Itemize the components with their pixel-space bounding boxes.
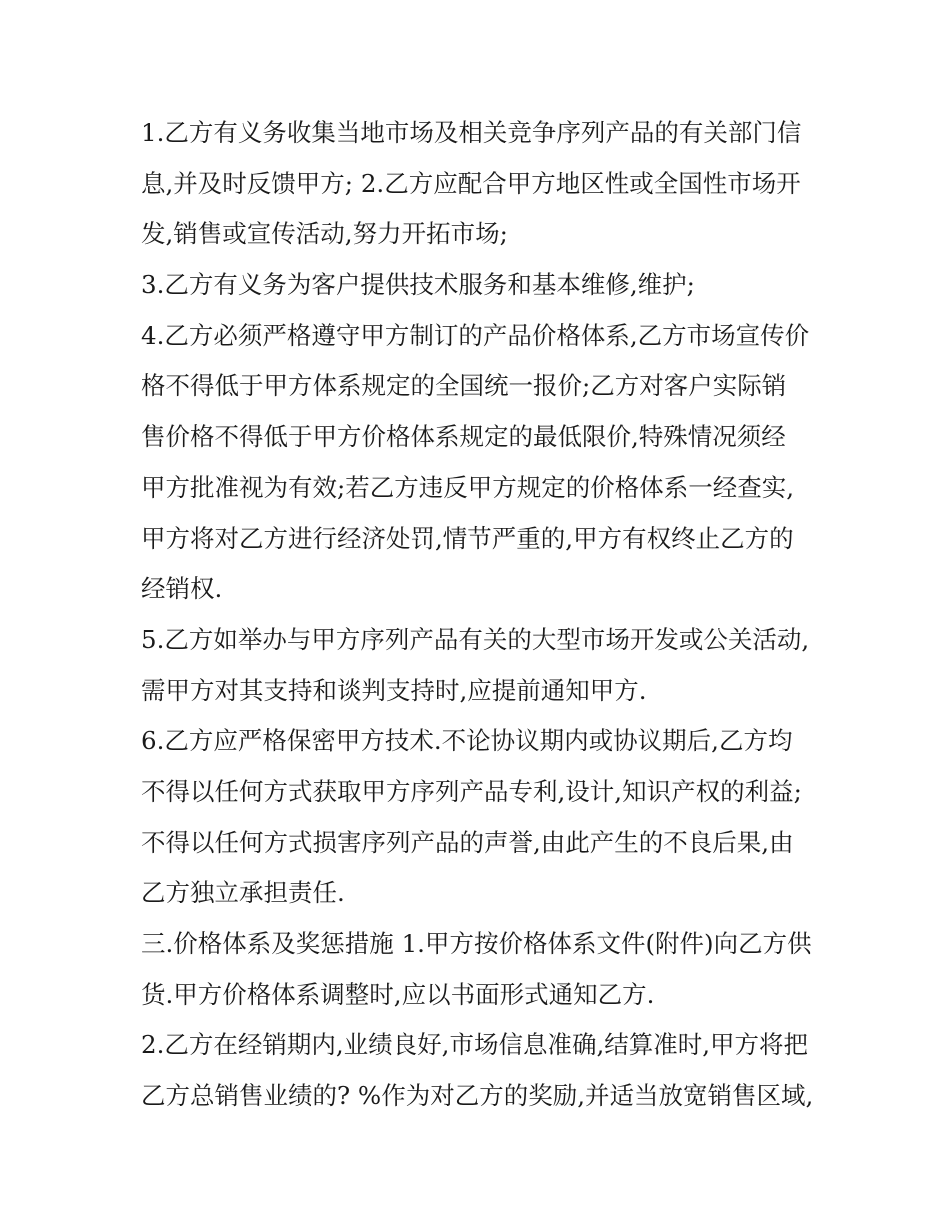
text-line: 息,并及时反馈甲方; 2.乙方应配合甲方地区性或全国性市场开 — [141, 168, 801, 198]
text-line: 3.乙方有义务为客户提供技术服务和基本维修,维护; — [141, 270, 695, 300]
text-line: 5.乙方如举办与甲方序列产品有关的大型市场开发或公关活动, — [141, 624, 810, 654]
text-line: 甲方批准视为有效;若乙方违反甲方规定的价格体系一经查实, — [141, 472, 795, 502]
text-line: 甲方将对乙方进行经济处罚,情节严重的,甲方有权终止乙方的 — [141, 523, 794, 553]
text-line: 乙方总销售业绩的? %作为对乙方的奖励,并适当放宽销售区域, — [141, 1081, 814, 1111]
text-line: 经销权. — [141, 574, 223, 604]
text-line: 1.乙方有义务收集当地市场及相关竞争序列产品的有关部门信 — [141, 118, 802, 147]
text-line: 6.乙方应严格保密甲方技术.不论协议期内或协议期后,乙方均 — [141, 726, 793, 756]
text-line: 乙方独立承担责任. — [141, 878, 345, 908]
text-line: 格不得低于甲方体系规定的全国统一报价;乙方对客户实际销 — [141, 371, 787, 401]
text-line: 4.乙方必须严格遵守甲方制订的产品价格体系,乙方市场宣传价 — [141, 320, 810, 350]
text-line: 需甲方对其支持和谈判支持时,应提前通知甲方. — [141, 675, 647, 705]
text-line: 发,销售或宣传活动,努力开拓市场; — [141, 219, 508, 249]
document-body — [141, 108, 816, 1122]
text-line: 不得以任何方式获取甲方序列产品专利,设计,知识产权的利益; — [141, 776, 802, 806]
text-line: 三.价格体系及奖惩措施 1.甲方按价格体系文件(附件)向乙方供 — [141, 929, 812, 958]
text-line: 货.甲方价格体系调整时,应以书面形式通知乙方. — [141, 979, 655, 1009]
text-line: 售价格不得低于甲方价格体系规定的最低限价,特殊情况须经 — [141, 422, 786, 452]
text-line: 不得以任何方式损害序列产品的声誉,由此产生的不良后果,由 — [141, 827, 794, 857]
text-line: 2.乙方在经销期内,业绩良好,市场信息准确,结算准时,甲方将把 — [141, 1030, 809, 1060]
